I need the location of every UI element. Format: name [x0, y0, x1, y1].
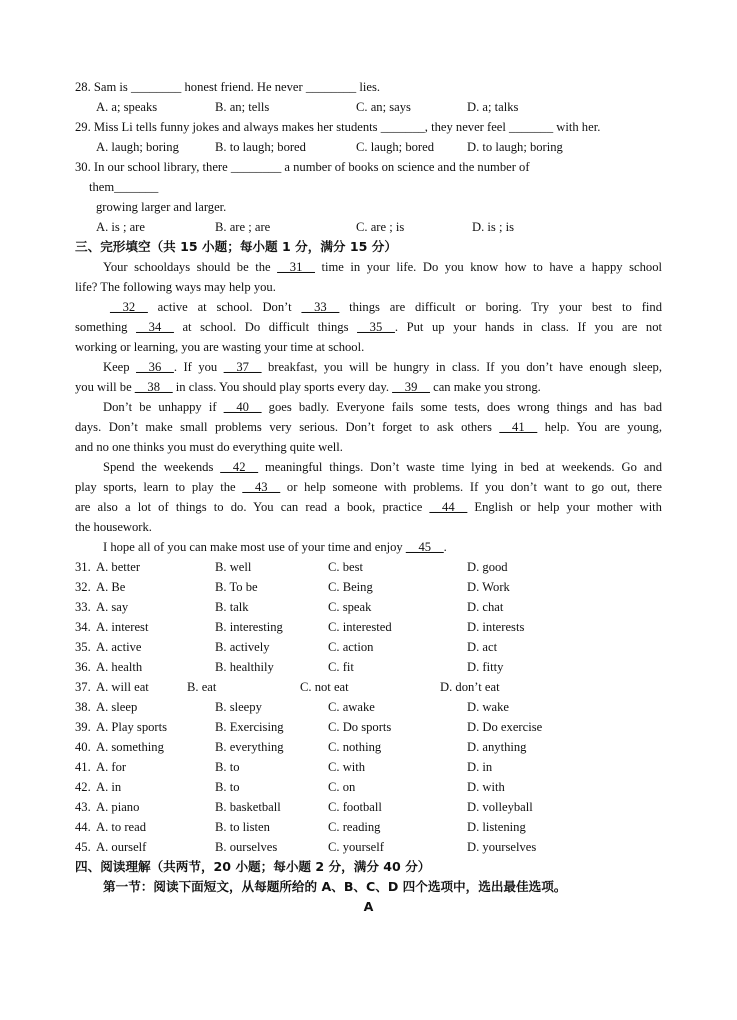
- cloze-option-a: A. interest: [96, 620, 149, 634]
- cloze-option-number: 35.: [75, 640, 91, 654]
- passage-line: you will be __38__ in class. You should play sports every day. __39__ can make you strong.: [75, 380, 541, 394]
- cloze-option-c: C. Being: [328, 580, 373, 594]
- cloze-option-number: 39.: [75, 720, 91, 734]
- cloze-option-b: B. healthily: [215, 660, 274, 674]
- cloze-option-b: B. To be: [215, 580, 258, 594]
- cloze-option-a: A. something: [96, 740, 164, 754]
- passage-label: A: [363, 899, 374, 914]
- question-30-stem: 30. In our school library, there ________ a number of books on science and the number of: [75, 160, 530, 174]
- cloze-option-d: D. Work: [467, 580, 510, 594]
- passage-line: Keep __36__. If you __37__ breakfast, you will be hungry in class. If you don’t have enough sleep,: [103, 360, 662, 374]
- cloze-option-number: 43.: [75, 800, 91, 814]
- cloze-option-number: 32.: [75, 580, 91, 594]
- blank-37: __37__: [223, 360, 262, 374]
- cloze-option-c: C. best: [328, 560, 363, 574]
- cloze-option-d: D. in: [467, 760, 493, 774]
- cloze-option-d: D. act: [467, 640, 498, 654]
- cloze-option-c: C. speak: [328, 600, 372, 614]
- cloze-option-d: D. Do exercise: [467, 720, 543, 734]
- blank-34: __34__: [136, 320, 174, 334]
- cloze-option-b: B. sleepy: [215, 700, 262, 714]
- cloze-option-b: B. everything: [215, 740, 284, 754]
- cloze-option-d: D. volleyball: [467, 800, 533, 814]
- blank-32: __32__: [110, 300, 148, 314]
- option-c: C. laugh; bored: [356, 140, 434, 154]
- blank-44: __44__: [429, 500, 468, 514]
- cloze-option-d: D. fitty: [467, 660, 504, 674]
- cloze-option-d: D. chat: [467, 600, 504, 614]
- cloze-option-number: 37.: [75, 680, 91, 694]
- section-4-part-1-instruction: 第一节：阅读下面短文，从每题所给的 A、B、C、D 四个选项中，选出最佳选项。: [103, 879, 567, 894]
- cloze-option-b: B. basketball: [215, 800, 281, 814]
- blank-43: __43__: [242, 480, 281, 494]
- cloze-option-d: D. interests: [467, 620, 525, 634]
- cloze-option-a: A. ourself: [96, 840, 147, 854]
- passage-line: and no one thinks you must do everything quite well.: [75, 440, 343, 454]
- cloze-option-b: B. talk: [215, 600, 249, 614]
- option-c: C. an; says: [356, 100, 411, 114]
- cloze-option-b: B. eat: [187, 680, 217, 694]
- option-b: B. an; tells: [215, 100, 270, 114]
- blank-35: __35__: [357, 320, 395, 334]
- cloze-option-a: A. for: [96, 760, 127, 774]
- cloze-option-b: B. well: [215, 560, 252, 574]
- option-b: B. to laugh; bored: [215, 140, 306, 154]
- cloze-option-c: C. interested: [328, 620, 392, 634]
- cloze-option-d: D. with: [467, 780, 505, 794]
- cloze-option-b: B. to listen: [215, 820, 270, 834]
- passage-line: Spend the weekends __42__ meaningful things. Don’t waste time lying in bed at weekends. Go and: [103, 460, 662, 474]
- cloze-option-a: A. better: [96, 560, 141, 574]
- passage-line: days. Don’t make small problems very serious. Don’t forget to ask others __41__ help. You are young,: [75, 420, 663, 434]
- question-29-stem: 29. Miss Li tells funny jokes and always makes her students _______, they never feel _______ with her.: [75, 120, 601, 134]
- option-a: A. is ; are: [96, 220, 145, 234]
- cloze-option-b: B. to: [215, 760, 240, 774]
- cloze-option-d: D. yourselves: [467, 840, 537, 854]
- cloze-option-a: A. to read: [96, 820, 147, 834]
- passage-line: __32__ active at school. Don’t __33__ things are difficult or boring. Try your best to find: [110, 300, 662, 314]
- cloze-option-a: A. Be: [96, 580, 126, 594]
- passage-line: working or learning, you are wasting your time at school.: [75, 340, 365, 354]
- cloze-option-c: C. nothing: [328, 740, 382, 754]
- cloze-option-c: C. action: [328, 640, 374, 654]
- section-3-heading: 三、完形填空（共 15 小题；每小题 1 分，满分 15 分）: [75, 239, 397, 254]
- blank-42: __42__: [220, 460, 259, 474]
- passage-line: play sports, learn to play the __43__ or help someone with problems. If you don’t want to go out, there: [75, 480, 662, 494]
- passage-line: Don’t be unhappy if __40__ goes badly. Everyone fails some tests, does wrong things and has bad: [103, 400, 662, 414]
- cloze-option-a: A. in: [96, 780, 122, 794]
- cloze-option-number: 41.: [75, 760, 91, 774]
- blank-38: __38__: [134, 380, 173, 394]
- cloze-option-c: C. yourself: [328, 840, 384, 854]
- option-a: A. laugh; boring: [96, 140, 179, 154]
- option-d: D. a; talks: [467, 100, 519, 114]
- blank-31: __31__: [277, 260, 315, 274]
- question-30-stem-cont: them_______: [89, 180, 159, 194]
- cloze-option-c: C. fit: [328, 660, 354, 674]
- cloze-option-a: A. will eat: [96, 680, 149, 694]
- passage-line: Your schooldays should be the __31__ time in your life. Do you know how to have a happy school: [103, 260, 662, 274]
- cloze-option-d: D. good: [467, 560, 508, 574]
- cloze-option-number: 31.: [75, 560, 91, 574]
- blank-39: __39__: [392, 380, 430, 394]
- cloze-option-a: A. active: [96, 640, 142, 654]
- cloze-option-c: C. Do sports: [328, 720, 392, 734]
- option-b: B. are ; are: [215, 220, 271, 234]
- passage-line: I hope all of you can make most use of your time and enjoy __45__.: [103, 540, 447, 554]
- blank-45: __45__: [405, 540, 444, 554]
- question-30-stem-cont: growing larger and larger.: [96, 200, 227, 214]
- cloze-option-number: 33.: [75, 600, 91, 614]
- cloze-option-number: 36.: [75, 660, 91, 674]
- cloze-option-d: D. listening: [467, 820, 526, 834]
- cloze-option-c: C. reading: [328, 820, 381, 834]
- blank-36: __36__: [136, 360, 174, 374]
- cloze-option-number: 40.: [75, 740, 91, 754]
- cloze-option-b: B. Exercising: [215, 720, 284, 734]
- blank-41: __41__: [499, 420, 538, 434]
- cloze-option-a: A. Play sports: [96, 720, 168, 734]
- cloze-option-b: B. to: [215, 780, 240, 794]
- question-28-stem: 28. Sam is ________ honest friend. He never ________ lies.: [75, 80, 381, 94]
- cloze-option-number: 38.: [75, 700, 91, 714]
- cloze-option-a: A. piano: [96, 800, 140, 814]
- cloze-option-number: 34.: [75, 620, 91, 634]
- passage-line: the housework.: [75, 520, 152, 534]
- cloze-option-d: D. don’t eat: [440, 680, 500, 694]
- cloze-option-c: C. football: [328, 800, 382, 814]
- passage-line: are also a lot of things to do. You can read a book, practice __44__ English or help your mother with: [75, 500, 662, 514]
- option-c: C. are ; is: [356, 220, 405, 234]
- blank-33: __33__: [301, 300, 340, 314]
- cloze-option-b: B. interesting: [215, 620, 283, 634]
- cloze-option-a: A. sleep: [96, 700, 138, 714]
- cloze-option-a: A. health: [96, 660, 143, 674]
- cloze-option-d: D. wake: [467, 700, 509, 714]
- section-4-heading: 四、阅读理解（共两节，20 小题；每小题 2 分，满分 40 分）: [75, 859, 431, 874]
- cloze-option-a: A. say: [96, 600, 129, 614]
- option-d: D. to laugh; boring: [467, 140, 563, 154]
- option-a: A. a; speaks: [96, 100, 158, 114]
- cloze-option-number: 45.: [75, 840, 91, 854]
- cloze-option-c: C. not eat: [300, 680, 349, 694]
- cloze-option-b: B. actively: [215, 640, 270, 654]
- cloze-option-c: C. awake: [328, 700, 375, 714]
- option-d: D. is ; is: [472, 220, 514, 234]
- cloze-option-c: C. with: [328, 760, 366, 774]
- cloze-option-c: C. on: [328, 780, 356, 794]
- blank-40: __40__: [223, 400, 262, 414]
- cloze-option-b: B. ourselves: [215, 840, 278, 854]
- passage-line: life? The following ways may help you.: [75, 280, 276, 294]
- passage-line: something __34__ at school. Do difficult things __35__. Put up your hands in class. If you are not: [75, 320, 662, 334]
- cloze-option-d: D. anything: [467, 740, 527, 754]
- cloze-option-number: 44.: [75, 820, 91, 834]
- cloze-option-number: 42.: [75, 780, 91, 794]
